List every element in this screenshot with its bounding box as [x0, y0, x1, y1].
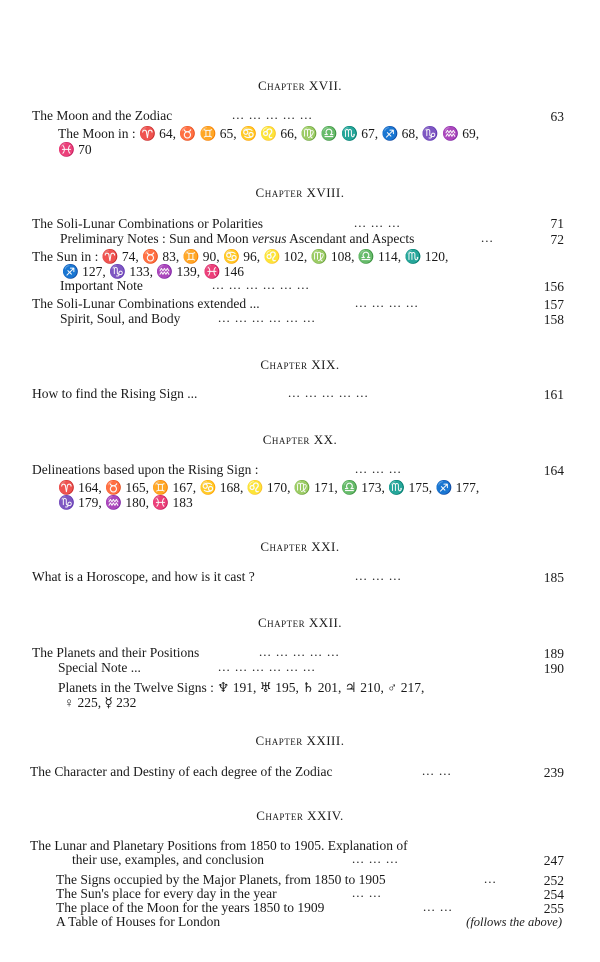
- toc-entry-title: Important Note: [60, 278, 143, 293]
- toc-subentry: ♑ 179, ♒ 180, ♓ 183: [58, 495, 193, 510]
- toc-entry-title: A Table of Houses for London: [56, 914, 221, 929]
- subentry-text: Preliminary Notes : Sun and Moon: [60, 231, 249, 246]
- page-number: 239: [543, 765, 564, 780]
- toc-subentry: The Sun in : ♈ 74, ♉ 83, ♊ 90, ♋ 96, ♌ 102, ♍ 108, ♎ 114, ♏ 120,: [32, 249, 449, 264]
- dot-leader: ... ... ... ... ... ...: [218, 659, 316, 674]
- dot-leader: ... ... ...: [354, 215, 401, 230]
- page-number: 247: [543, 853, 564, 868]
- toc-entry-title: The place of the Moon for the years 1850 to 1909: [56, 900, 325, 915]
- page-number: 255: [543, 901, 564, 916]
- dot-leader: ... ... ...: [352, 851, 399, 866]
- page-number: 190: [543, 661, 564, 676]
- toc-subentry: [60, 231, 414, 246]
- dot-leader: ... ...: [422, 763, 452, 778]
- page-number: 157: [543, 297, 564, 312]
- page-number: 158: [543, 312, 564, 327]
- dot-leader: ... ... ...: [355, 568, 402, 583]
- toc-entry-title: The Moon and the Zodiac: [32, 108, 173, 123]
- page-number: 156: [543, 279, 564, 294]
- toc-entry-title: The Sun's place for every day in the year: [56, 886, 277, 901]
- dot-leader: ...: [481, 230, 494, 245]
- toc-subentry: ♈ 164, ♉ 165, ♊ 167, ♋ 168, ♌ 170, ♍ 171, ♎ 173, ♏ 175, ♐ 177,: [58, 480, 480, 495]
- page-number: 189: [543, 646, 564, 661]
- chapter-heading-xix: Chapter XIX.: [260, 357, 340, 372]
- toc-entry-title: Spirit, Soul, and Body: [60, 311, 181, 326]
- dot-leader: ... ... ... ... ...: [288, 385, 369, 400]
- page-number: 252: [543, 873, 564, 888]
- dot-leader: ... ...: [352, 885, 382, 900]
- page-number: 254: [543, 887, 564, 902]
- chapter-heading-xxii: Chapter XXII.: [257, 615, 343, 630]
- dot-leader: ... ... ... ... ...: [259, 644, 340, 659]
- page-number: 72: [550, 232, 564, 247]
- toc-subentry: The Moon in : ♈ 64, ♉ ♊ 65, ♋ ♌ 66, ♍ ♎ ♏ 67, ♐ 68, ♑ ♒ 69,: [58, 126, 480, 141]
- toc-entry-title: The Lunar and Planetary Positions from 1850 to 1905. Explanation of: [30, 838, 408, 853]
- follows-note: (follows the above): [466, 915, 562, 929]
- toc-entry-title: Delineations based upon the Rising Sign :: [32, 462, 259, 477]
- toc-subentry: ♓ 70: [58, 142, 92, 157]
- page-number: 63: [550, 109, 564, 124]
- dot-leader: ... ... ... ...: [355, 295, 419, 310]
- page-number: 185: [543, 570, 564, 585]
- subentry-text: Ascendant and Aspects: [289, 231, 415, 246]
- toc-entry-title: How to find the Rising Sign ...: [32, 386, 198, 401]
- dot-leader: ... ...: [423, 899, 453, 914]
- chapter-heading-xvii: Chapter XVII.: [257, 78, 343, 93]
- subentry-italic: versus: [252, 231, 287, 246]
- chapter-heading-xviii: Chapter XVIII.: [255, 185, 345, 200]
- toc-entry-continuation: their use, examples, and conclusion: [72, 852, 264, 867]
- toc-entry-title: What is a Horoscope, and how is it cast ?: [32, 569, 255, 584]
- dot-leader: ... ... ... ... ... ...: [212, 277, 310, 292]
- toc-subentry: ♐ 127, ♑ 133, ♒ 139, ♓ 146: [62, 264, 244, 279]
- toc-entry-title: The Soli-Lunar Combinations extended ...: [32, 296, 260, 311]
- dot-leader: ... ... ...: [355, 461, 402, 476]
- chapter-heading-xxi: Chapter XXI.: [260, 539, 340, 554]
- page-number: 161: [543, 387, 564, 402]
- toc-entry-title: The Soli-Lunar Combinations or Polarities: [32, 216, 263, 231]
- toc-entry-title: The Signs occupied by the Major Planets, from 1850 to 1905: [56, 872, 386, 887]
- toc-entry-title: The Character and Destiny of each degree of the Zodiac: [30, 764, 333, 779]
- chapter-heading-xxiv: Chapter XXIV.: [256, 808, 344, 823]
- toc-subentry: Planets in the Twelve Signs : ♆ 191, ♅ 195, ♄ 201, ♃ 210, ♂ 217,: [58, 680, 425, 695]
- toc-subentry: ♀ 225, ☿ 232: [64, 695, 137, 710]
- chapter-heading-xx: Chapter XX.: [262, 432, 338, 447]
- dot-leader: ... ... ... ... ...: [232, 107, 313, 122]
- dot-leader: ...: [484, 871, 497, 886]
- toc-entry-title: The Planets and their Positions: [32, 645, 200, 660]
- page-number: 71: [550, 216, 564, 231]
- chapter-heading-xxiii: Chapter XXIII.: [255, 733, 345, 748]
- toc-entry-title: Special Note ...: [58, 660, 141, 675]
- page-number: 164: [543, 463, 564, 478]
- dot-leader: ... ... ... ... ... ...: [218, 310, 316, 325]
